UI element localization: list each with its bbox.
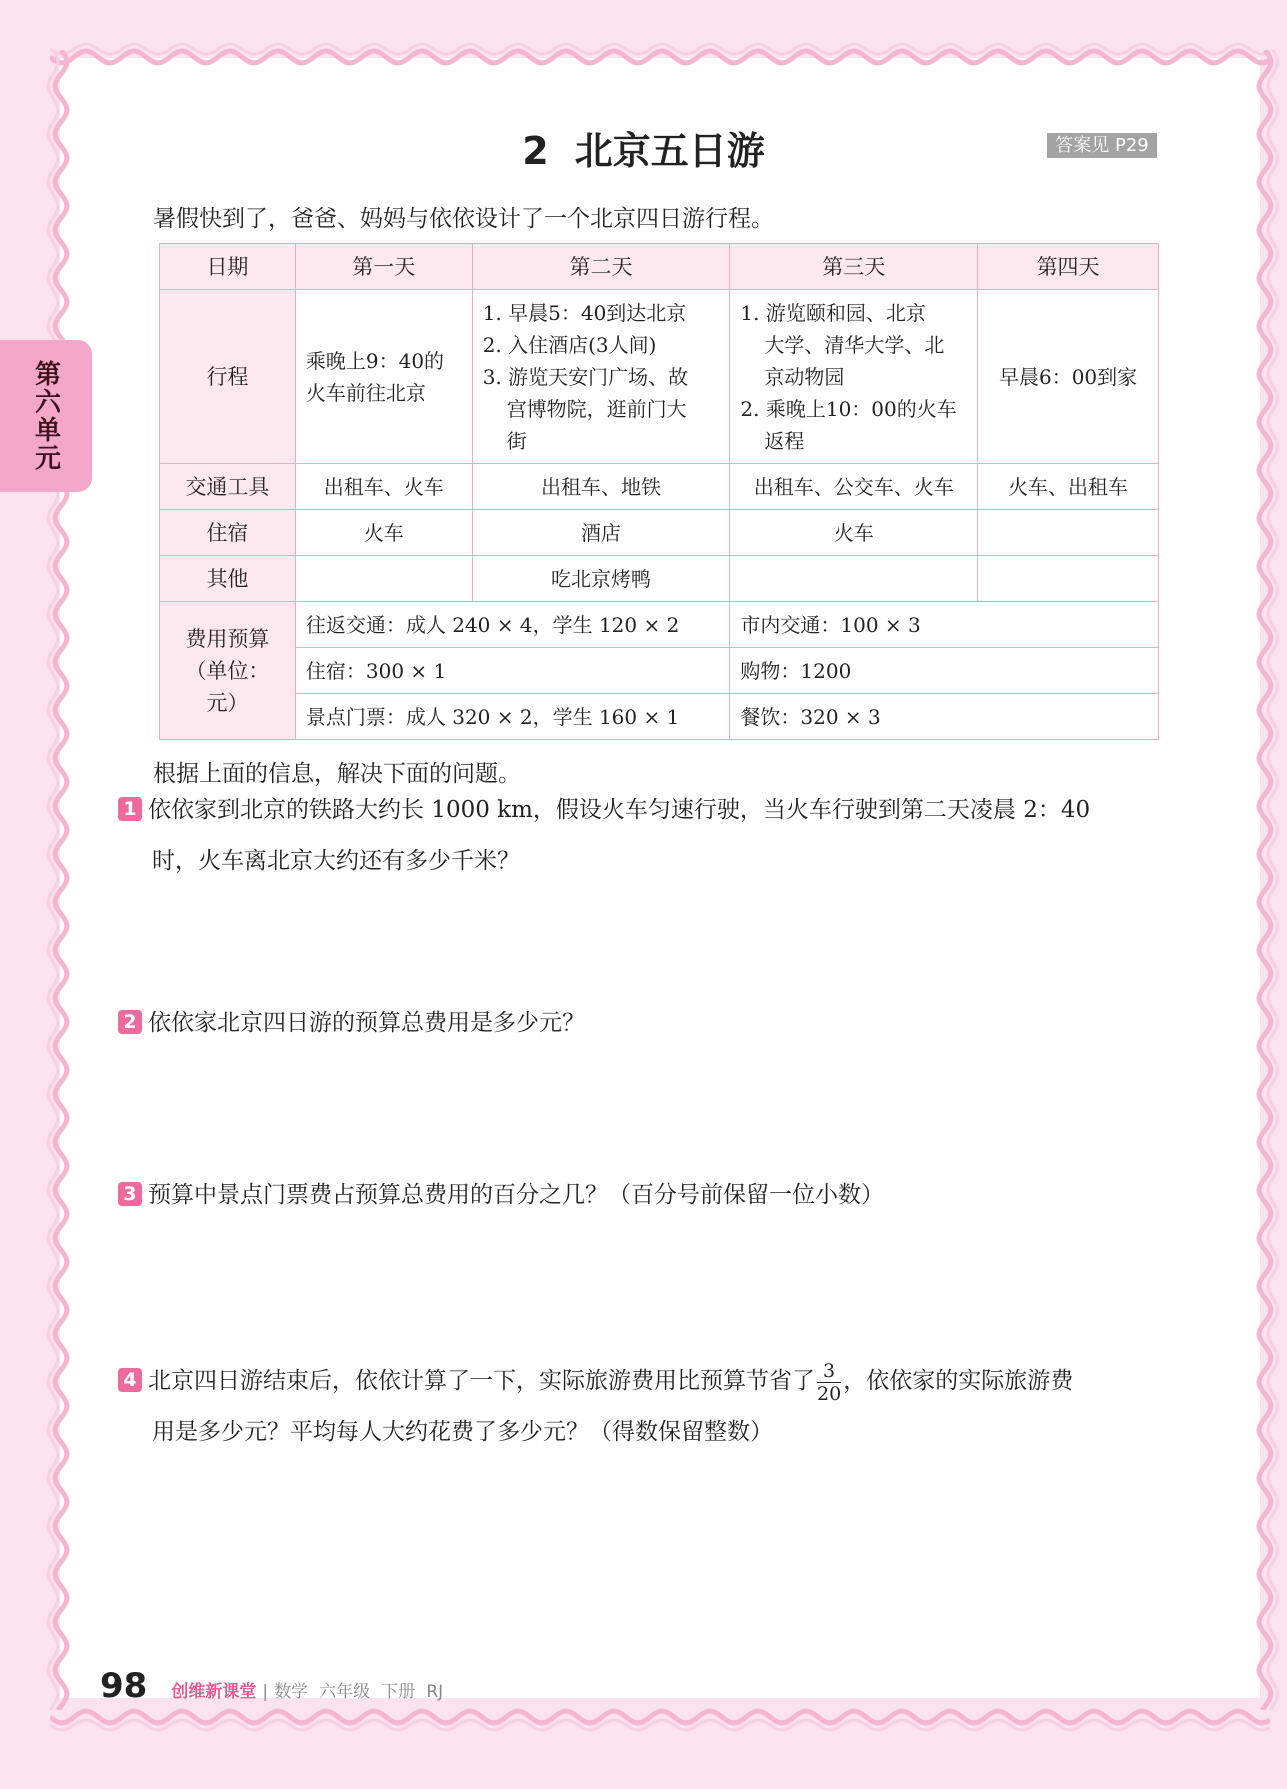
fraction-numerator: 3: [817, 1360, 841, 1383]
itinerary-line: 1. 早晨5：40到达北京: [482, 300, 687, 325]
row-label-itinerary: 行程: [160, 290, 296, 464]
footer-subject: 数学: [274, 1682, 309, 1702]
itinerary-line: 街: [506, 428, 527, 453]
question-number-badge: 2: [118, 1010, 142, 1034]
lodging-day3: 火车: [730, 510, 978, 556]
table-row-itinerary: [160, 290, 1159, 464]
right-wave-border: [1248, 50, 1282, 1710]
budget-food: 餐饮：320 × 3: [730, 694, 1159, 740]
lesson-number: 2: [522, 129, 549, 173]
lodging-day4: [978, 510, 1159, 556]
lesson-title: 北京五日游: [574, 129, 765, 173]
itinerary-line: 2. 入住酒店(3人间): [482, 332, 657, 357]
page-number: 98: [100, 1666, 148, 1706]
itinerary-line: 1. 游览颐和园、北京: [740, 300, 926, 325]
budget-tickets: 景点门票：成人 320 × 2，学生 160 × 1: [295, 694, 730, 740]
other-day1: [295, 556, 472, 602]
question-text: 依依家到北京的铁路大约长 1000 km，假设火车匀速行驶，当火车行驶到第二天凌晨 2：40: [148, 797, 1091, 823]
table-row-budget: [160, 602, 1159, 648]
question-text: 时，火车离北京大约还有多少千米？: [152, 848, 520, 874]
itinerary-line: 火车前往北京: [305, 380, 426, 405]
budget-round-trip: 往返交通：成人 240 × 4，学生 120 × 2: [295, 602, 730, 648]
question-number-badge: 3: [118, 1182, 142, 1206]
question-2: [118, 998, 1168, 1049]
itinerary-day4: 早晨6：00到家: [978, 290, 1159, 464]
left-wave-border: [44, 50, 78, 1710]
transport-day1: 出租车、火车: [295, 464, 472, 510]
row-label-lodging: 住宿: [160, 510, 296, 556]
itinerary-table: [159, 243, 1159, 740]
question-number-badge: 4: [118, 1368, 142, 1392]
question-text: ，依依家的实际旅游费: [843, 1368, 1074, 1394]
itinerary-line: 3. 游览天安门广场、故: [482, 364, 689, 389]
fraction-3-20: [817, 1360, 841, 1405]
question-number-badge: 1: [118, 797, 142, 821]
header-day2: 第二天: [472, 244, 730, 290]
itinerary-line: 大学、清华大学、北: [764, 332, 945, 357]
unit-tab-label: 第六单元: [30, 360, 61, 472]
budget-local-transport: 市内交通：100 × 3: [730, 602, 1159, 648]
header-day1: 第一天: [295, 244, 472, 290]
transport-day4: 火车、出租车: [978, 464, 1159, 510]
question-text: 用是多少元？平均每人大约花费了多少元？（得数保留整数）: [152, 1419, 773, 1445]
itinerary-line: 京动物园: [764, 364, 845, 389]
question-4: [118, 1356, 1168, 1458]
transport-day3: 出租车、公交车、火车: [730, 464, 978, 510]
header-day4: 第四天: [978, 244, 1159, 290]
itinerary-line: 乘晚上9：40的: [305, 348, 445, 373]
question-text: 北京四日游结束后，依依计算了一下，实际旅游费用比预算节省了: [148, 1368, 815, 1394]
question-text: 预算中景点门票费占预算总费用的百分之几？（百分号前保留一位小数）: [148, 1182, 884, 1208]
itinerary-day1: [295, 290, 472, 464]
questions-prompt: 根据上面的信息，解决下面的问题。: [153, 761, 521, 787]
header-day3: 第三天: [730, 244, 978, 290]
question-1: [118, 785, 1168, 887]
budget-unit: （单位：元）: [185, 658, 270, 715]
itinerary-line: 2. 乘晚上10：00的火车: [740, 396, 957, 421]
budget-shopping: 购物：1200: [730, 648, 1159, 694]
top-wave-border: [50, 40, 1270, 74]
footer-volume: 下册: [381, 1682, 416, 1702]
fraction-denominator: 20: [817, 1382, 842, 1405]
footer-edition: RJ: [426, 1682, 444, 1702]
row-label-other: 其他: [160, 556, 296, 602]
question-text: 依依家北京四日游的预算总费用是多少元？: [148, 1010, 585, 1036]
intro-text: 暑假快到了，爸爸、妈妈与依依设计了一个北京四日游行程。: [153, 206, 774, 232]
footer-grade: 六年级: [319, 1682, 371, 1702]
table-row-other: [160, 556, 1159, 602]
transport-day2: 出租车、地铁: [472, 464, 730, 510]
budget-lodging: 住宿：300 × 1: [295, 648, 730, 694]
header-date: 日期: [160, 244, 296, 290]
unit-side-tab: [0, 340, 92, 492]
itinerary-line: 宫博物院，逛前门大: [506, 396, 687, 421]
lodging-day1: 火车: [295, 510, 472, 556]
row-label-budget: [160, 602, 296, 740]
row-label-transport: 交通工具: [160, 464, 296, 510]
other-day3: [730, 556, 978, 602]
answer-reference-badge: 答案见 P29: [1047, 133, 1157, 158]
budget-label: 费用预算: [185, 626, 270, 651]
itinerary-line: 返程: [764, 428, 805, 453]
table-row-budget: [160, 648, 1159, 694]
table-row-lodging: [160, 510, 1159, 556]
page-footer: [100, 1666, 443, 1706]
lodging-day2: 酒店: [472, 510, 730, 556]
table-header-row: [160, 244, 1159, 290]
series-name: 创维新课堂: [171, 1682, 257, 1702]
other-day2: 吃北京烤鸭: [472, 556, 730, 602]
itinerary-day3: [730, 290, 978, 464]
other-day4: [978, 556, 1159, 602]
itinerary-day2: [472, 290, 730, 464]
table-row-transport: [160, 464, 1159, 510]
footer-separator: |: [262, 1682, 269, 1702]
table-row-budget: [160, 694, 1159, 740]
question-3: [118, 1170, 1168, 1221]
